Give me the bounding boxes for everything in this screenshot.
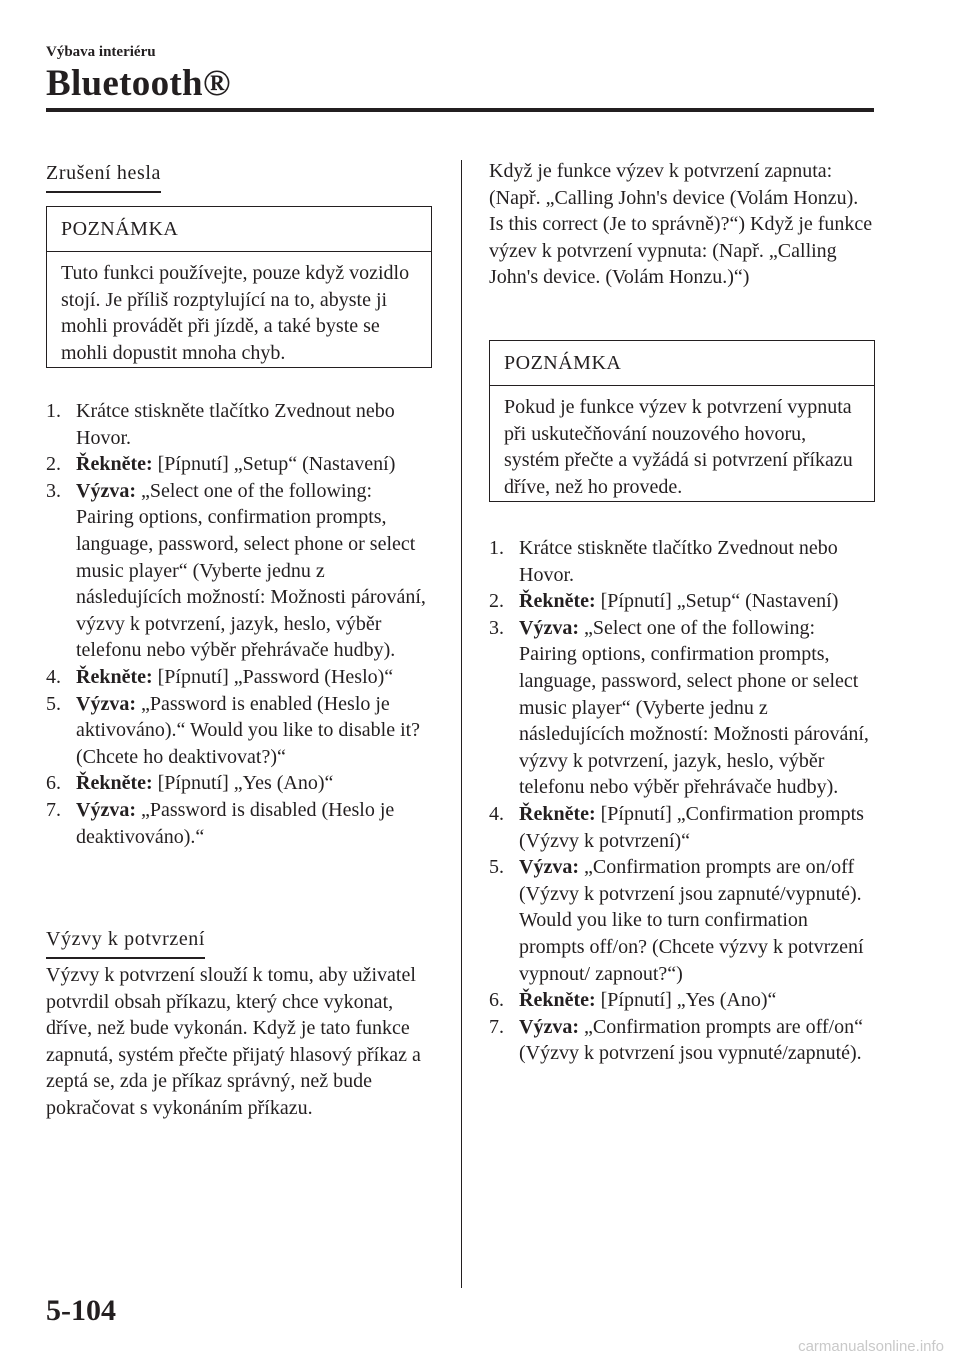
list-item: 1. Krátce stiskněte tlačítko Zvednout nebo Hovor.	[46, 400, 395, 449]
section-kicker: Výbava interiéru	[46, 44, 156, 60]
list-item: 7. Výzva: „Password is disabled (Heslo je deaktivováno).“	[46, 798, 395, 848]
list-item: 5. Výzva: „Password is enabled (Heslo je aktivováno).“ Would you like to disable it? (Chcete ho deaktivovat?)“	[46, 692, 421, 768]
list-item: 1. Krátce stiskněte tlačítko Zvednout nebo Hovor.	[489, 537, 838, 586]
note-box	[489, 340, 875, 502]
list-item: 2. Řekněte: [Pípnutí] „Setup“ (Nastavení)	[46, 453, 396, 476]
list-item: 5. Výzva: „Confirmation prompts are on/off (Výzvy k potvrzení jsou zapnuté/vypnuté). Would you like to turn confirmation prompts off/on? (Chcete výzvy k potvrzení vypnout/ zapnout?“)	[489, 856, 864, 985]
confirmation-paragraph: Výzvy k potvrzení slouží k tomu, aby uživatel potvrdil obsah příkazu, který chce vykonat, dříve, než bude vykonán. Když je tato funkce zapnutá, systém přečte přijatý hlasový příkaz a zeptá se, zda je příkaz správný, než bude pokračovat s vykonáním příkazu.	[46, 964, 421, 1119]
watermark: carmanualsonline.info	[798, 1338, 944, 1355]
list-item: 6. Řekněte: [Pípnutí] „Yes (Ano)“	[489, 989, 777, 1012]
note-title: POZNÁMKA	[47, 207, 431, 252]
note-box	[46, 206, 432, 368]
heading-confirmation-prompts: Výzvy k potvrzení	[46, 926, 205, 956]
steps-list-right	[489, 535, 877, 1067]
list-item: 3. Výzva: „Select one of the following: Pairing options, confirmation prompts, language, password, select phone or select music player“ (Vyberte jednu z následujících možností: Možnosti párování, výzvy k potvrzení, jazyk, heslo, výběr telefonu nebo výběr přehrávače hudby).	[489, 616, 869, 799]
intro-paragraph: Když je funkce výzev k potvrzení zapnuta: (Např. „Calling John's device (Volám Honzu). Is this correct (Je to správně)?“) Když je funkce výzev k potvrzení vypnuta: (Např. „Calling John's device. (Volám Honzu.)“)	[489, 160, 873, 289]
list-item: 3. Výzva: „Select one of the following: Pairing options, confirmation prompts, language, password, select phone or select music player“ (Vyberte jednu z následujících možností: Možnosti párování, výzvy k potvrzení, jazyk, heslo, výběr telefonu nebo výběr přehrávače hudby).	[46, 479, 426, 662]
heading-password-reset: Zrušení hesla	[46, 160, 161, 190]
note-body: Pokud je funkce výzev k potvrzení vypnuta při uskutečňování nouzového hovoru, systém přečte a vyžádá si potvrzení příkazu dříve, než ho provede.	[504, 396, 853, 498]
list-item: 2. Řekněte: [Pípnutí] „Setup“ (Nastavení)	[489, 590, 839, 613]
list-item: 4. Řekněte: [Pípnutí] „Confirmation prompts (Výzvy k potvrzení)“	[489, 802, 864, 852]
steps-list-left	[46, 398, 432, 850]
header-rule	[46, 108, 874, 112]
column-divider	[461, 160, 462, 1288]
note-title: POZNÁMKA	[490, 341, 874, 386]
note-body: Tuto funkci používejte, pouze když vozidlo stojí. Je příliš rozptylující na to, abyste ji mohli provádět při jízdě, a také byste se mohli dopustit mnoha chyb.	[61, 262, 410, 364]
list-item: 4. Řekněte: [Pípnutí] „Password (Heslo)“	[46, 665, 394, 688]
page-title: Bluetooth®	[46, 63, 231, 104]
page-number: 5-104	[46, 1294, 116, 1327]
list-item: 7. Výzva: „Confirmation prompts are off/on“ (Výzvy k potvrzení jsou vypnuté/zapnuté).	[489, 1015, 863, 1065]
list-item: 6. Řekněte: [Pípnutí] „Yes (Ano)“	[46, 772, 334, 795]
